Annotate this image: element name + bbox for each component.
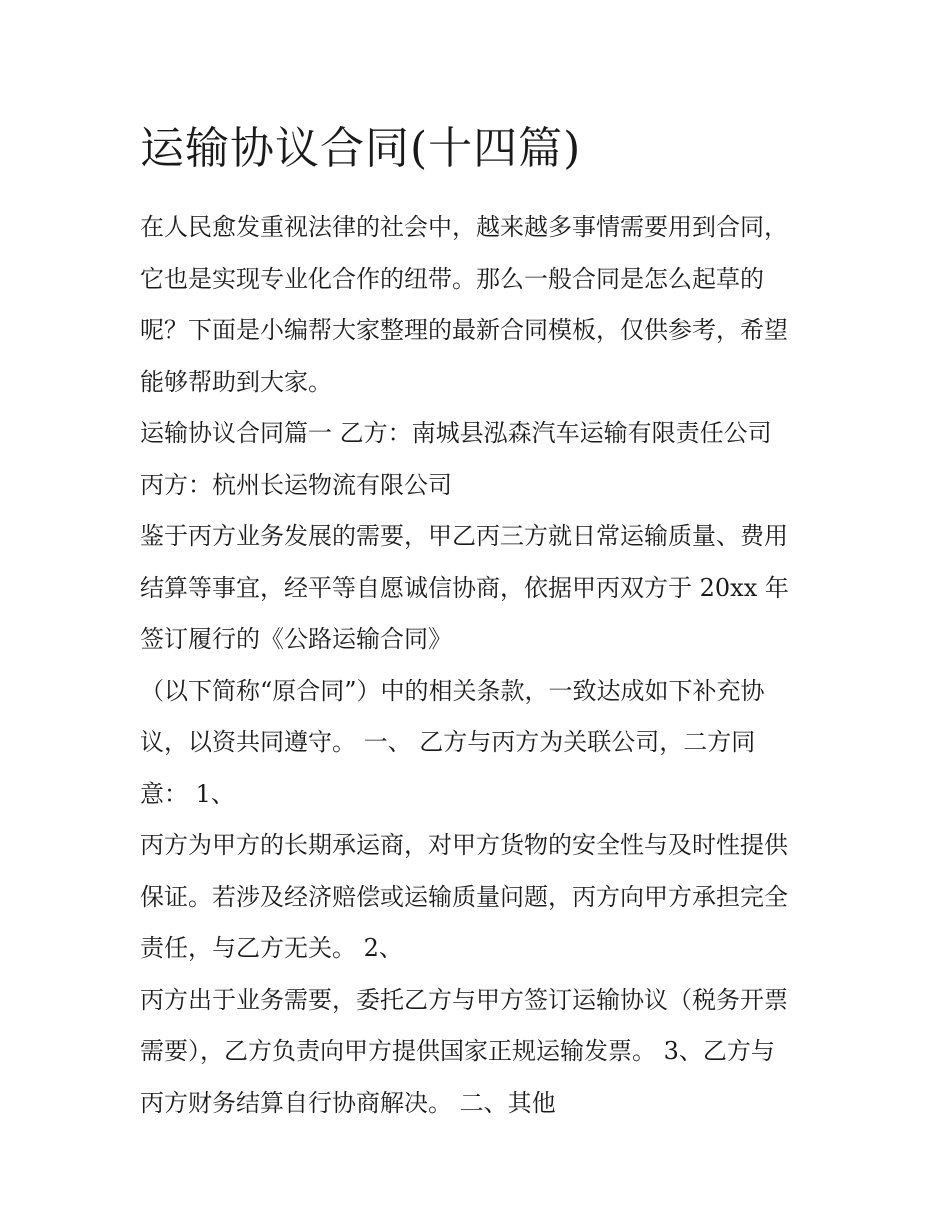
- text-line: 它也是实现专业化合作的纽带。那么一般合同是怎么起草的: [140, 264, 764, 293]
- document-body: [140, 118, 820, 1129]
- text-line: 责任，与乙方无关。 2、: [140, 934, 403, 962]
- text-line: 能够帮助到大家。: [140, 367, 332, 396]
- document-title: 运输协议合同(十四篇): [140, 123, 582, 174]
- text-line: 丙方出于业务需要，委托乙方与甲方签订运输协议（税务开票: [140, 985, 788, 1014]
- text-line: 意： 1、: [140, 779, 235, 808]
- text-line: 丙方：杭州长运物流有限公司: [140, 470, 452, 499]
- text-line: 签订履行的《公路运输合同》: [140, 625, 452, 653]
- text-line: 在人民愈发重视法律的社会中，越来越多事情需要用到合同，: [140, 213, 788, 241]
- text-line: 丙方财务结算自行协商解决。 二、其他: [140, 1088, 556, 1117]
- text-line: 保证。若涉及经济赔偿或运输质量问题，丙方向甲方承担完全: [140, 882, 788, 911]
- text-line: 运输协议合同篇一 乙方：南城县泓森汽车运输有限责任公司: [140, 419, 772, 447]
- document-text: [140, 202, 820, 1129]
- text-line: （以下简称“原合同”）中的相关条款，一致达成如下补充协: [140, 676, 765, 705]
- text-line: 呢？下面是小编帮大家整理的最新合同模板，仅供参考，希望: [140, 316, 788, 344]
- text-line: 结算等事宜，经平等自愿诚信协商，依据甲丙双方于 20xx 年: [140, 573, 789, 602]
- text-line: 丙方为甲方的长期承运商，对甲方货物的安全性与及时性提供: [140, 831, 788, 859]
- text-line: 议，以资共同遵守。 一、 乙方与丙方为关联公司，二方同: [140, 728, 756, 756]
- text-line: 需要），乙方负责向甲方提供国家正规运输发票。 3、乙方与: [140, 1037, 775, 1065]
- text-line: 鉴于丙方业务发展的需要，甲乙丙三方就日常运输质量、费用: [140, 522, 788, 550]
